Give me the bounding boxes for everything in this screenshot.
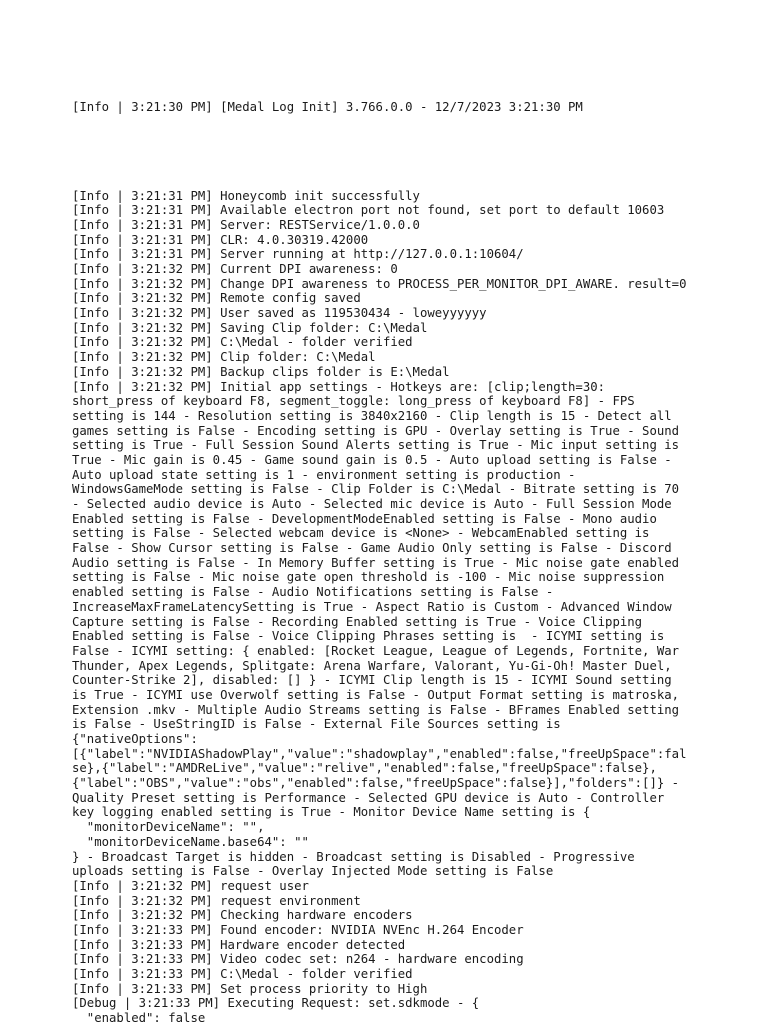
log-text [72,71,696,1026]
log-line: enabled setting is False - Audio Notifications setting is False - [72,585,554,600]
log-line: WindowsGameMode setting is False - Clip Folder is C:\Medal - Bitrate setting is 70 [72,482,680,497]
log-line: True - Mic gain is 0.45 - Game sound gain is 0.5 - Auto upload setting is False - [72,452,672,467]
log-line: setting is False - Mic noise gate open threshold is -100 - Mic noise suppression [72,570,665,585]
log-line: [Info | 3:21:32 PM] Checking hardware encoders [72,908,413,923]
log-line: [Info | 3:21:31 PM] Honeycomb init successfully [72,188,420,203]
log-line: IncreaseMaxFrameLatencySetting is True - Aspect Ratio is Custom - Advanced Window [72,599,672,614]
log-line: [Info | 3:21:33 PM] Set process priority to High [72,981,428,996]
log-line: [Info | 3:21:32 PM] User saved as 119530434 - loweyyyyyy [72,306,487,321]
log-line: Capture setting is False - Recording Enabled setting is True - Voice Clipping [72,614,643,629]
log-line: [Info | 3:21:33 PM] Found encoder: NVIDIA NVEnc H.264 Encoder [72,922,524,937]
log-line: Thunder, Apex Legends, Splitgate: Arena Warfare, Valorant, Yu-Gi-Oh! Master Duel, [72,658,672,673]
log-line: {"label":"OBS","value":"obs","enabled":false,"freeUpSpace":false}],"folders":[]} - [72,776,680,791]
log-line: setting is False - Selected webcam device is <None> - WebcamEnabled setting is [72,526,650,541]
log-line: [Info | 3:21:31 PM] Server running at http://127.0.0.1:10604/ [72,247,524,262]
log-header-line: [Info | 3:21:30 PM] [Medal Log Init] 3.766.0.0 - 12/7/2023 3:21:30 PM [72,100,583,115]
log-line: Counter-Strike 2], disabled: [] } - ICYMI Clip length is 15 - ICYMI Sound setting [72,673,672,688]
log-line: [Debug | 3:21:33 PM] Executing Request: set.sdkmode - { [72,996,480,1011]
log-line: [Info | 3:21:31 PM] Available electron port not found, set port to default 10603 [72,203,665,218]
log-line: [Info | 3:21:32 PM] request environment [72,893,361,908]
log-line: setting is True - Full Session Sound Alerts setting is True - Mic input setting is [72,438,680,453]
log-line: [Info | 3:21:31 PM] CLR: 4.0.30319.42000 [72,232,369,247]
log-line: [Info | 3:21:33 PM] Video codec set: n264 - hardware encoding [72,952,524,967]
log-line: Auto upload state setting is 1 - environment setting is production - [72,467,576,482]
log-line: Enabled setting is False - Voice Clipping Phrases setting is - ICYMI setting is [72,629,665,644]
log-line: Audio setting is False - In Memory Buffer setting is True - Mic noise gate enabled [72,555,680,570]
log-line: [{"label":"NVIDIAShadowPlay","value":"shadowplay","enabled":false,"freeUpSpace":fal [72,746,687,761]
log-line: [Info | 3:21:32 PM] Initial app settings - Hotkeys are: [clip;length=30: [72,379,606,394]
log-line: setting is 144 - Resolution setting is 3840x2160 - Clip length is 15 - Detect all [72,408,672,423]
log-line: [Info | 3:21:32 PM] Clip folder: C:\Medal [72,350,376,365]
log-line: False - Show Cursor setting is False - Game Audio Only setting is False - Discord [72,541,672,556]
log-line: [Info | 3:21:32 PM] Current DPI awareness: 0 [72,262,398,277]
log-line: "enabled": false [72,1011,206,1026]
log-line: [Info | 3:21:33 PM] C:\Medal - folder verified [72,967,413,982]
log-line: is True - ICYMI use Overwolf setting is False - Output Format setting is matroska, [72,687,680,702]
log-line: "monitorDeviceName": "", [72,820,265,835]
log-line: short_press of keyboard F8, segment_toggle: long_press of keyboard F8] - FPS [72,394,635,409]
log-line: "monitorDeviceName.base64": "" [72,834,309,849]
log-line: [Info | 3:21:32 PM] Saving Clip folder: C:\Medal [72,320,428,335]
log-line: [Info | 3:21:33 PM] Hardware encoder detected [72,937,406,952]
log-line: False - ICYMI setting: { enabled: [Rocket League, League of Legends, Fortnite, War [72,643,680,658]
log-line: se},{"label":"AMDReLive","value":"relive","enabled":false,"freeUpSpace":false}, [72,761,657,776]
log-line: [Info | 3:21:32 PM] C:\Medal - folder verified [72,335,413,350]
log-line: [Info | 3:21:32 PM] Remote config saved [72,291,361,306]
log-line: {"nativeOptions": [72,732,198,747]
log-line: - Selected audio device is Auto - Selected mic device is Auto - Full Session Mode [72,497,672,512]
log-line: } - Broadcast Target is hidden - Broadcast setting is Disabled - Progressive [72,849,635,864]
log-line: key logging enabled setting is True - Monitor Device Name setting is { [72,805,591,820]
log-line: is False - UseStringID is False - External File Sources setting is [72,717,561,732]
log-line: [Info | 3:21:32 PM] Change DPI awareness to PROCESS_PER_MONITOR_DPI_AWARE. result=0 [72,276,687,291]
blank-line [72,145,696,160]
log-line: Extension .mkv - Multiple Audio Streams setting is False - BFrames Enabled setting [72,702,680,717]
log-line: [Info | 3:21:31 PM] Server: RESTService/1.0.0.0 [72,217,420,232]
log-line: [Info | 3:21:32 PM] Backup clips folder is E:\Medal [72,364,450,379]
log-line: Enabled setting is False - DevelopmentModeEnabled setting is False - Mono audio [72,511,657,526]
log-line: games setting is False - Encoding setting is GPU - Overlay setting is True - Sound [72,423,680,438]
log-line: uploads setting is False - Overlay Injected Mode setting is False [72,864,554,879]
log-line: [Info | 3:21:32 PM] request user [72,878,309,893]
log-line: Quality Preset setting is Performance - Selected GPU device is Auto - Controller [72,790,665,805]
